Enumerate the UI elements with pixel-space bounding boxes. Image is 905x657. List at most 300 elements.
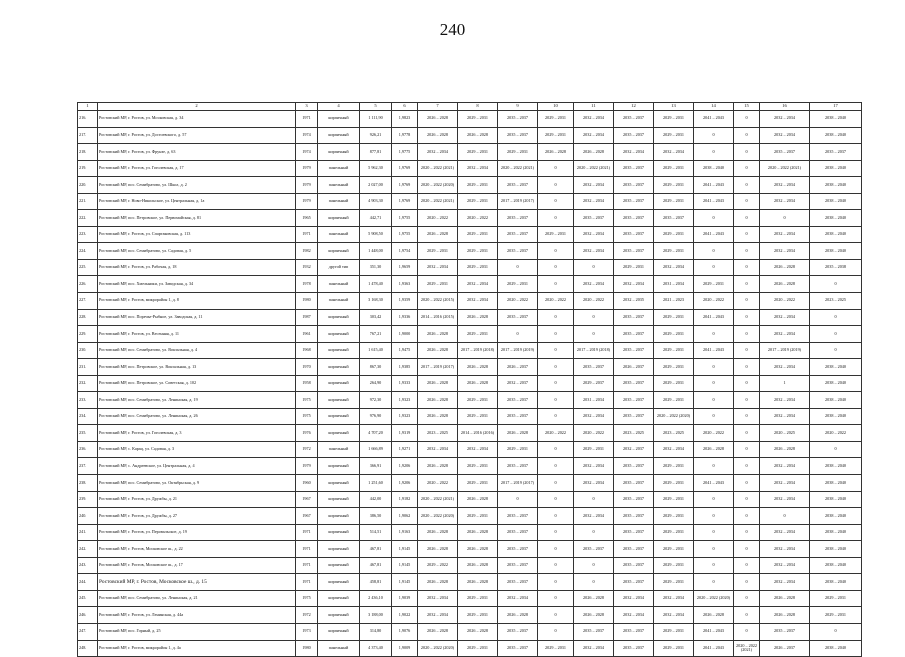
table-cell: 0	[734, 557, 760, 574]
table-cell: 2026 – 2028	[458, 541, 498, 558]
table-cell: 1,9163	[392, 524, 418, 541]
table-cell: 2017 – 2019 (2017)	[418, 359, 458, 376]
table-cell: 2029 – 2031	[654, 508, 694, 525]
table-cell: панельный	[318, 441, 360, 458]
table-cell: Ростовский МР, пос. Поречье-Рыбное, ул. Заводская, д. 11	[98, 309, 296, 326]
table-cell: 2029 – 2031	[654, 458, 694, 475]
table-cell: Ростовский МР, пос. Петровское, ул. Вокзальная, д. 13	[98, 359, 296, 376]
table-cell: 2029 – 2031	[538, 127, 574, 144]
table-cell: Ростовский МР, пос. Семибратово, ул. Октябрьская, д. 9	[98, 475, 296, 492]
table-cell: 222.	[78, 210, 98, 227]
table-cell: 2032 – 2034	[574, 193, 614, 210]
table-cell: 2035 – 2037	[810, 144, 862, 161]
table-cell: 1,9145	[392, 557, 418, 574]
table-cell: Ростовский МР, пос. Семибратово, ул. Школ, д. 2	[98, 177, 296, 194]
table-cell: 0	[574, 557, 614, 574]
table-cell: 0	[694, 375, 734, 392]
table-cell: 2038 – 2040	[810, 574, 862, 591]
table-cell: 2029 – 2031	[654, 193, 694, 210]
table-cell: 245.	[78, 590, 98, 607]
table-cell: 2026 – 2028	[418, 326, 458, 343]
table-cell: 0	[734, 590, 760, 607]
table-cell: 2032 – 2034	[614, 607, 654, 624]
table-cell: 2038 – 2040	[810, 458, 862, 475]
table-cell: 2029 – 2031	[538, 226, 574, 243]
table-cell: кирпичный	[318, 508, 360, 525]
table-cell: 233.	[78, 392, 98, 409]
table-cell: 0	[538, 475, 574, 492]
table-cell: Ростовский МР, пос. Семибратово, ул. Ленинская, д. 21	[98, 590, 296, 607]
table-cell: 2020 – 2022 (2021)	[760, 160, 810, 177]
table-cell: 0	[538, 508, 574, 525]
column-number-cell: 10	[538, 103, 574, 111]
table-cell: 2020 – 2022 (2021)	[734, 640, 760, 657]
table-cell: 2035 – 2037	[498, 524, 538, 541]
table-cell: панельный	[318, 226, 360, 243]
table-cell: 1,9022	[392, 607, 418, 624]
column-number-cell: 6	[392, 103, 418, 111]
table-row	[78, 574, 862, 591]
table-cell: 0	[760, 210, 810, 227]
table-cell: 2029 – 2031	[654, 375, 694, 392]
table-cell: 1978	[296, 276, 318, 293]
table-cell: 0	[734, 475, 760, 492]
table-cell: 2020 – 2022 (2020)	[418, 177, 458, 194]
table-cell: Ростовский МР, пос. Петровское, ул. Советская, д. 102	[98, 375, 296, 392]
table-cell: 2041 – 2043	[694, 623, 734, 640]
table-cell: 0	[538, 623, 574, 640]
table-cell: 2035 – 2038	[810, 259, 862, 276]
table-cell: 0	[734, 607, 760, 624]
table-cell: 2032 – 2034	[498, 590, 538, 607]
table-cell: кирпичный	[318, 392, 360, 409]
table-cell: 2026 – 2028	[760, 590, 810, 607]
table-cell: 1979	[296, 458, 318, 475]
table-cell: 2026 – 2028	[418, 524, 458, 541]
table-cell: 2038 – 2040	[810, 392, 862, 409]
table-cell: 1967	[296, 508, 318, 525]
table-row	[78, 193, 862, 210]
table-cell: 351,30	[360, 259, 392, 276]
table-cell: 2035 – 2037	[760, 623, 810, 640]
table-cell: 0	[734, 326, 760, 343]
table-cell: 2035 – 2037	[654, 210, 694, 227]
table-row	[78, 425, 862, 442]
table-cell: 2032 – 2034	[574, 508, 614, 525]
table-cell: 4 707,20	[360, 425, 392, 442]
table-cell: 1 666,89	[360, 441, 392, 458]
table-cell: 2035 – 2037	[574, 210, 614, 227]
table-cell: 2032 – 2034	[574, 640, 614, 657]
table-cell: 0	[538, 193, 574, 210]
table-cell: 1,9182	[392, 491, 418, 508]
table-cell: 0	[694, 458, 734, 475]
table-cell: 926,21	[360, 127, 392, 144]
table-cell: 867,30	[360, 359, 392, 376]
table-cell: 2029 – 2031	[458, 243, 498, 260]
table-row	[78, 293, 862, 310]
table-cell: Ростовский МР, г. Ново-Никольское, ул. Центральная, д. 1а	[98, 193, 296, 210]
table-cell: 242.	[78, 541, 98, 558]
housing-table	[77, 102, 862, 657]
table-cell: 1974	[296, 127, 318, 144]
table-cell: 2029 – 2031	[654, 342, 694, 359]
table-cell: 2026 – 2028	[458, 574, 498, 591]
table-cell: 0	[760, 508, 810, 525]
table-cell: Ростовский МР, г. Ростов, ул. Фрунзе, д. 63	[98, 144, 296, 161]
column-number-cell: 15	[734, 103, 760, 111]
table-cell: 0	[574, 491, 614, 508]
table-cell: 2026 – 2028	[760, 441, 810, 458]
table-cell: 1961	[296, 326, 318, 343]
table-cell: 0	[810, 623, 862, 640]
table-cell: 0	[694, 524, 734, 541]
table-cell: Ростовский МР, пос. Горный, д. 25	[98, 623, 296, 640]
table-cell: 1971	[296, 541, 318, 558]
table-cell: 5 962,30	[360, 160, 392, 177]
table-cell: 236.	[78, 441, 98, 458]
table-cell: 0	[538, 177, 574, 194]
table-cell: 2029 – 2031	[614, 259, 654, 276]
table-cell: 2020 – 2022	[694, 425, 734, 442]
table-cell: кирпичный	[318, 309, 360, 326]
table-cell: 314,80	[360, 623, 392, 640]
table-cell: 2020 – 2022 (2015)	[418, 293, 458, 310]
table-cell: 2035 – 2037	[614, 210, 654, 227]
table-cell: 1,9145	[392, 574, 418, 591]
table-cell: 2020 – 2022	[694, 293, 734, 310]
table-cell: 2035 – 2037	[614, 309, 654, 326]
table-cell: 0	[538, 276, 574, 293]
table-cell: Ростовский МР, г. Ростов, ул. Дружбы, д. 21	[98, 491, 296, 508]
table-cell: 2035 – 2037	[614, 524, 654, 541]
table-cell: 2032 – 2034	[654, 441, 694, 458]
table-cell: кирпичный	[318, 425, 360, 442]
table-cell: 218.	[78, 144, 98, 161]
table-cell: 2 436,10	[360, 590, 392, 607]
table-cell: 2032 – 2034	[574, 243, 614, 260]
table-cell: 2041 – 2043	[694, 475, 734, 492]
table-cell: 2029 – 2031	[498, 441, 538, 458]
table-cell: 1960	[296, 475, 318, 492]
table-cell: 2035 – 2037	[614, 243, 654, 260]
table-cell: 2029 – 2031	[458, 111, 498, 128]
column-number-cell: 16	[760, 103, 810, 111]
table-cell: 0	[810, 441, 862, 458]
table-cell: 2014 – 2016 (2016)	[458, 425, 498, 442]
table-cell: 467,81	[360, 541, 392, 558]
table-cell: 0	[734, 623, 760, 640]
table-cell: 1,9323	[392, 408, 418, 425]
table-cell: 2029 – 2031	[574, 441, 614, 458]
table-cell: 2026 – 2028	[760, 276, 810, 293]
table-cell: 2020 – 2022 (2020)	[654, 408, 694, 425]
table-cell: 2023 – 2025	[810, 293, 862, 310]
table-cell: кирпичный	[318, 111, 360, 128]
table-cell: 2035 – 2037	[498, 623, 538, 640]
table-row	[78, 160, 862, 177]
table-cell: 2020 – 2022	[498, 293, 538, 310]
table-cell: 767,21	[360, 326, 392, 343]
table-cell: 1,9769	[392, 177, 418, 194]
table-cell: 2032 – 2034	[760, 326, 810, 343]
table-cell: 0	[538, 607, 574, 624]
table-cell: 0	[734, 408, 760, 425]
table-cell: 0	[734, 210, 760, 227]
table-cell: Ростовский МР, г. Ростов, ул. Гоголевская, д. 3	[98, 425, 296, 442]
table-row	[78, 342, 862, 359]
table-cell: 1970	[296, 359, 318, 376]
table-cell: 0	[734, 375, 760, 392]
table-row	[78, 524, 862, 541]
table-cell: 2029 – 2031	[654, 160, 694, 177]
table-row	[78, 111, 862, 128]
table-cell: панельный	[318, 640, 360, 657]
table-cell: 0	[538, 557, 574, 574]
table-cell: 2038 – 2040	[810, 508, 862, 525]
table-cell: 1975	[296, 392, 318, 409]
table-cell: 2029 – 2031	[654, 243, 694, 260]
table-cell: 2014 – 2016 (2015)	[418, 309, 458, 326]
table-cell: 217.	[78, 127, 98, 144]
table-cell: 0	[498, 326, 538, 343]
table-cell: 1979	[296, 193, 318, 210]
table-cell: 2032 – 2034	[614, 144, 654, 161]
table-cell: 0	[694, 359, 734, 376]
table-cell: 2038 – 2040	[810, 541, 862, 558]
table-cell: 1	[760, 375, 810, 392]
table-cell: 2029 – 2031	[458, 392, 498, 409]
table-cell: 2038 – 2040	[810, 375, 862, 392]
table-cell: 2026 – 2028	[418, 574, 458, 591]
table-cell: 2029 – 2031	[458, 640, 498, 657]
table-cell: 2032 – 2034	[458, 441, 498, 458]
table-cell: 1 615,40	[360, 342, 392, 359]
column-number-cell: 17	[810, 103, 862, 111]
table-cell: 2035 – 2037	[498, 243, 538, 260]
table-cell: 0	[694, 574, 734, 591]
table-cell: 2041 – 2043	[694, 193, 734, 210]
table-cell: 1,9076	[392, 623, 418, 640]
table-cell: 2035 – 2037	[614, 111, 654, 128]
table-cell: панельный	[318, 193, 360, 210]
table-cell: Ростовский МР, с. Карац, ул. Садовая, д. 3	[98, 441, 296, 458]
table-cell: 2035 – 2037	[614, 557, 654, 574]
table-cell: 2029 – 2031	[654, 491, 694, 508]
table-cell: 2020 – 2022 (2020)	[694, 590, 734, 607]
table-cell: 1974	[296, 144, 318, 161]
table-cell: 1,9363	[392, 276, 418, 293]
table-cell: 239.	[78, 491, 98, 508]
table-cell: 2032 – 2034	[418, 259, 458, 276]
table-cell: 2035 – 2037	[574, 541, 614, 558]
header-row	[78, 103, 862, 111]
table-cell: Ростовский МР, г. Ростов, ул. Достоевского, д. 57	[98, 127, 296, 144]
table-cell: 1980	[296, 640, 318, 657]
table-cell: 0	[538, 408, 574, 425]
table-cell: 2023 – 2025	[418, 425, 458, 442]
table-cell: 2029 – 2031	[654, 226, 694, 243]
table-cell: 0	[538, 243, 574, 260]
table-cell: 2032 – 2037	[498, 375, 538, 392]
table-cell: 229.	[78, 326, 98, 343]
table-cell: 2032 – 2034	[614, 590, 654, 607]
table-cell: 0	[694, 508, 734, 525]
column-number-cell: 8	[458, 103, 498, 111]
table-cell: 1972	[296, 607, 318, 624]
table-row	[78, 276, 862, 293]
table-cell: 2029 – 2031	[654, 640, 694, 657]
table-cell: 2029 – 2031	[458, 226, 498, 243]
table-row	[78, 475, 862, 492]
table-cell: 2020 – 2022	[574, 293, 614, 310]
table-cell: 1,9769	[392, 193, 418, 210]
table-cell: Ростовский МР, с. Андреевское, ул. Центральная, д. 4	[98, 458, 296, 475]
table-cell: 2032 – 2034	[760, 458, 810, 475]
table-cell: 2029 – 2037	[574, 375, 614, 392]
table-row	[78, 309, 862, 326]
table-cell: 2026 – 2037	[760, 640, 810, 657]
table-cell: Ростовский МР, пос. Петровское, ул. Первомайская, д. 81	[98, 210, 296, 227]
table-cell: Ростовский МР, г. Ростов, Московское ш., д. 15	[98, 574, 296, 591]
table-cell: 2026 – 2028	[458, 491, 498, 508]
table-cell: 2035 – 2037	[614, 342, 654, 359]
table-cell: 2029 – 2031	[458, 607, 498, 624]
table-cell: 2029 – 2031	[458, 408, 498, 425]
table-cell: 2038 – 2040	[810, 210, 862, 227]
table-cell: 2032 – 2034	[760, 177, 810, 194]
table-row	[78, 144, 862, 161]
column-number-cell: 2	[98, 103, 296, 111]
table-cell: 1,9359	[392, 293, 418, 310]
table-cell: 2029 – 2031	[654, 557, 694, 574]
table-cell: 1,9755	[392, 210, 418, 227]
table-cell: 219.	[78, 160, 98, 177]
table-cell: 2029 – 2031	[458, 144, 498, 161]
table-cell: 232.	[78, 375, 98, 392]
table-cell: 0	[574, 524, 614, 541]
table-cell: 2020 – 2022 (2021)	[418, 491, 458, 508]
table-cell: 0	[574, 259, 614, 276]
table-cell: 2035 – 2037	[614, 127, 654, 144]
table-row	[78, 441, 862, 458]
table-cell: 2029 – 2031	[498, 276, 538, 293]
table-cell: 227.	[78, 293, 98, 310]
table-cell: Ростовский МР, г. Ростов, микрорайон 1, д. 8	[98, 293, 296, 310]
table-cell: 972,30	[360, 392, 392, 409]
table-cell: 2032 – 2034	[574, 111, 614, 128]
table-cell: 2029 – 2031	[694, 276, 734, 293]
table-cell: 1971	[296, 226, 318, 243]
table-cell: 230.	[78, 342, 98, 359]
table-cell: 2038 – 2040	[810, 177, 862, 194]
table-cell: кирпичный	[318, 408, 360, 425]
table-cell: 241.	[78, 524, 98, 541]
column-number-cell: 12	[614, 103, 654, 111]
table-cell: 2032 – 2034	[574, 127, 614, 144]
table-cell: Ростовский МР, г. Ростов, ул. Перовальское, д. 19	[98, 524, 296, 541]
table-cell: 4 373,40	[360, 640, 392, 657]
table-cell: 2029 – 2031	[418, 243, 458, 260]
column-number-cell: 1	[78, 103, 98, 111]
table-cell: 2032 – 2034	[458, 276, 498, 293]
table-cell: 0	[498, 259, 538, 276]
table-row	[78, 458, 862, 475]
table-cell: 2035 – 2037	[498, 226, 538, 243]
table-cell: 2029 – 2031	[458, 458, 498, 475]
table-cell: 2026 – 2028	[574, 607, 614, 624]
table-cell: 1967	[296, 491, 318, 508]
table-cell: 228.	[78, 309, 98, 326]
table-cell: 240.	[78, 508, 98, 525]
table-cell: кирпичный	[318, 210, 360, 227]
table-cell: 0	[538, 541, 574, 558]
table-cell: 2020 – 2022	[538, 293, 574, 310]
table-cell: 224.	[78, 243, 98, 260]
table-cell: 2032 – 2034	[760, 127, 810, 144]
table-cell: 248.	[78, 640, 98, 657]
table-cell: 4 903,30	[360, 193, 392, 210]
table-cell: 1,9062	[392, 508, 418, 525]
table-cell: 2032 – 2034	[458, 293, 498, 310]
table-cell: 2035 – 2037	[614, 177, 654, 194]
table-cell: 2026 – 2028	[458, 375, 498, 392]
table-cell: 2032 – 2034	[760, 541, 810, 558]
table-cell: панельный	[318, 276, 360, 293]
table-cell: 234.	[78, 408, 98, 425]
table-cell: панельный	[318, 160, 360, 177]
table-cell: 0	[694, 557, 734, 574]
table-row	[78, 226, 862, 243]
table-cell: 1,9206	[392, 458, 418, 475]
table-cell: 0	[538, 392, 574, 409]
table-cell: 0	[538, 210, 574, 227]
table-cell: 2032 – 2034	[458, 160, 498, 177]
table-cell: 0	[574, 309, 614, 326]
table-cell: 2020 – 2022	[418, 210, 458, 227]
table-cell: 2035 – 2037	[614, 574, 654, 591]
table-cell: 0	[538, 458, 574, 475]
table-cell: 2038 – 2040	[810, 111, 862, 128]
table-cell: 1979	[296, 177, 318, 194]
table-cell: 2032 – 2034	[760, 359, 810, 376]
column-number-cell: 13	[654, 103, 694, 111]
table-cell: 1971	[296, 574, 318, 591]
table-row	[78, 607, 862, 624]
table-cell: 0	[538, 309, 574, 326]
table-cell: кирпичный	[318, 326, 360, 343]
table-cell: 1971	[296, 524, 318, 541]
table-row	[78, 375, 862, 392]
table-cell: кирпичный	[318, 623, 360, 640]
table-cell: 2038 – 2040	[810, 524, 862, 541]
table-cell: 2017 – 2019 (2019)	[760, 342, 810, 359]
column-number-cell: 14	[694, 103, 734, 111]
table-cell: 0	[734, 441, 760, 458]
table-cell: 2026 – 2028	[418, 458, 458, 475]
table-cell: 2035 – 2037	[614, 160, 654, 177]
table-cell: 2029 – 2031	[654, 524, 694, 541]
table-cell: 2035 – 2037	[498, 309, 538, 326]
table-row	[78, 392, 862, 409]
table-cell: 246.	[78, 607, 98, 624]
table-cell: 3 188,00	[360, 607, 392, 624]
table-cell: 1958	[296, 375, 318, 392]
table-cell: 2035 – 2037	[614, 491, 654, 508]
table-cell: 2017 – 2019 (2017)	[498, 475, 538, 492]
table-cell: 2035 – 2037	[760, 144, 810, 161]
table-cell: 2041 – 2043	[694, 226, 734, 243]
